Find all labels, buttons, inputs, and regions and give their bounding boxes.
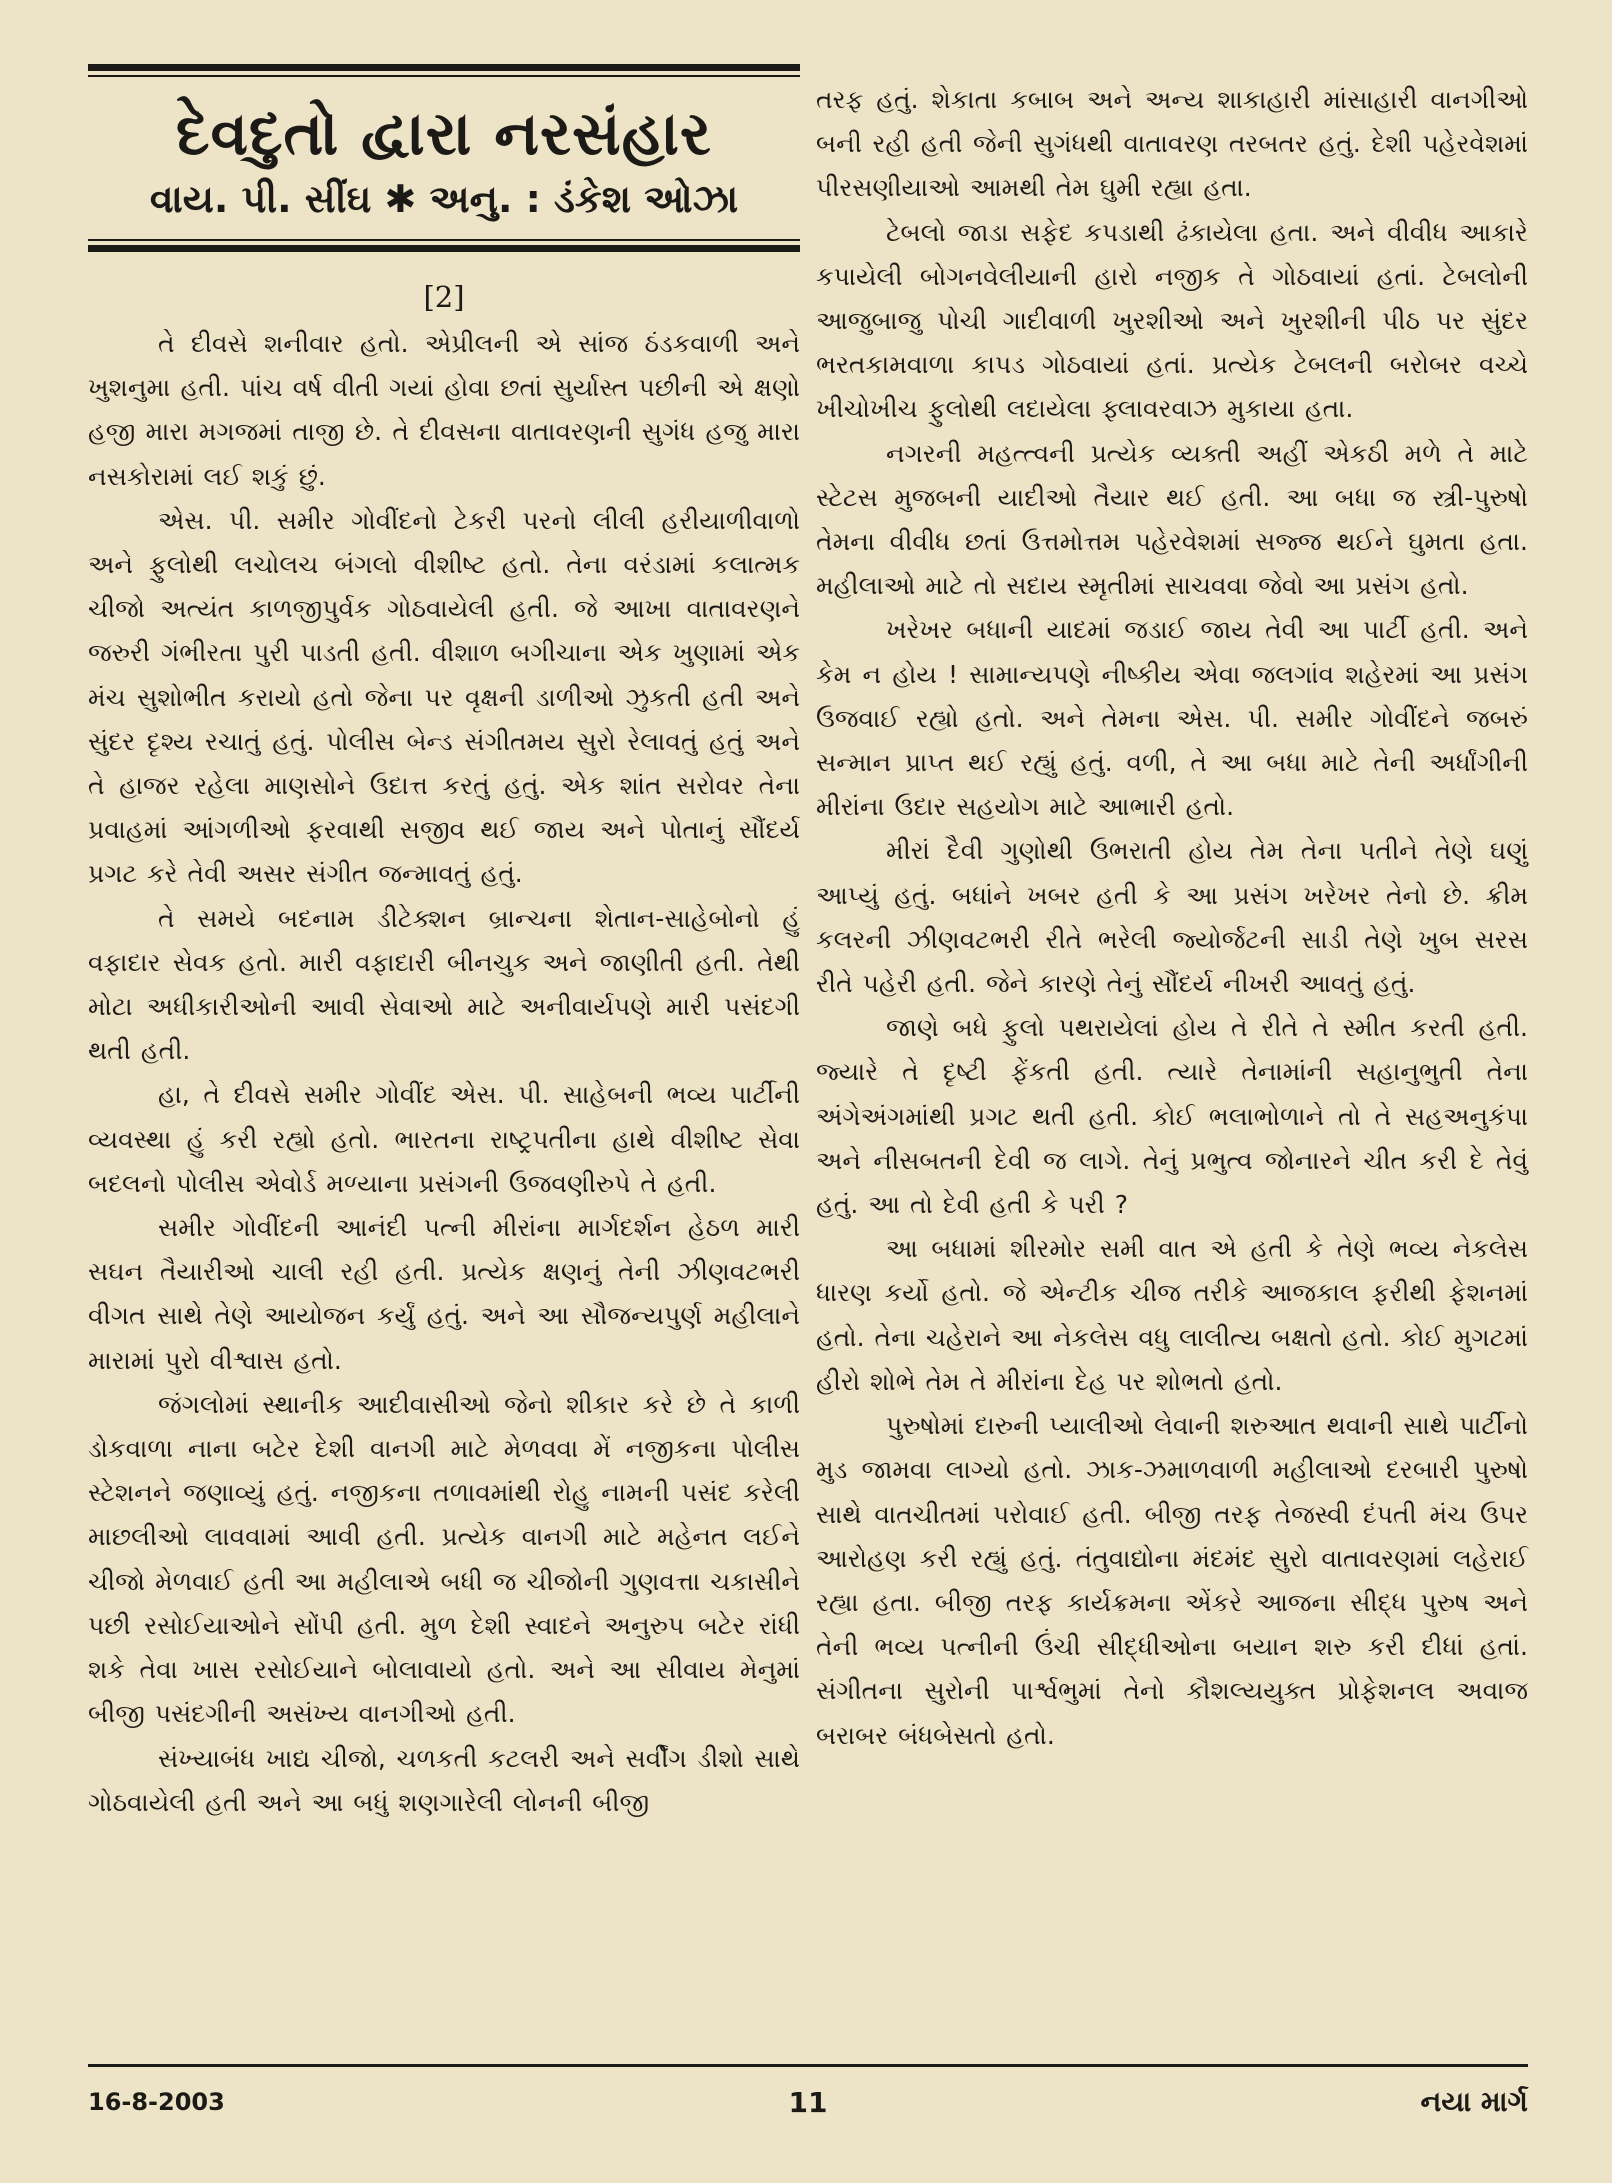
paragraph: નગરની મહત્ત્વની પ્રત્યેક વ્યક્તી અહીં એકઠી મળે તે માટે સ્ટેટસ મુજબની યાદીઓ તૈયાર થઈ હતી. આ બધા જ સ્ત્રી-પુરુષો તેમના વીવીધ છતાં ઉત્તમોત્તમ પહેરવેશમાં સજ્જ થઈને ઘુમતા હતા. મહીલાઓ માટે તો સદાય સ્મૃતીમાં સાચવવા જેવો આ પ્રસંગ હતો. [816, 438, 1528, 601]
title-top-rule-thin [88, 75, 800, 77]
article-byline: વાય. પી. સીંઘ ✱ અનુ. : ડંકેશ ઓઝા [149, 177, 739, 221]
issue-date: 16-8-2003 [88, 2088, 225, 2116]
paragraph: એસ. પી. સમીર ગોવીંદનો ટેકરી પરનો લીલી હરીયાળીવાળો અને ફુલોથી લચોલચ બંગલો વીશીષ્ટ હતો. તેના વરંડામાં કલાત્મક ચીજો અત્યંત કાળજીપુર્વક ગોઠવાયેલી હતી. જે આખા વાતાવરણને જરુરી ગંભીરતા પુરી પાડતી હતી. વીશાળ બગીચાના એક ખુણામાં એક મંચ સુશોભીત કરાયો હતો જેના પર વૃક્ષની ડાળીઓ ઝુકતી હતી અને સુંદર દૃશ્ય રચાતું હતું. પોલીસ બેન્ડ સંગીતમય સુરો રેલાવતું હતું અને તે હાજર રહેલા માણસોને ઉદાત્ત કરતું હતું. એક શાંત સરોવર તેના પ્રવાહમાં આંગળીઓ ફરવાથી સજીવ થઈ જાય અને પોતાનું સૌંદર્ય પ્રગટ કરે તેવી અસર સંગીત જન્માવતું હતું. [88, 505, 800, 889]
paragraph: આ બધામાં શીરમોર સમી વાત એ હતી કે તેણે ભવ્ય નેકલેસ ધારણ કર્યો હતો. જે એન્ટીક ચીજ તરીકે આજકાલ ફરીથી ફેશનમાં હતો. તેના ચહેરાને આ નેકલેસ વધુ લાલીત્ય બક્ષતો હતો. કોઈ મુગટમાં હીરો શોભે તેમ તે મીરાંના દેહ પર શોભતો હતો. [816, 1234, 1528, 1396]
part-number: [2] [423, 280, 465, 314]
footer-row [88, 2085, 1528, 2119]
paragraph: જાણે બધે ફુલો પથરાયેલાં હોય તે રીતે તે સ્મીત કરતી હતી. જ્યારે તે દૃષ્ટી ફેંકતી હતી. ત્યારે તેનામાંની સહાનુભુતી તેના અંગેઅંગમાંથી પ્રગટ થતી હતી. કોઈ ભલાભોળાને તો તે સહઅનુકંપા અને નીસબતની દેવી જ લાગે. તેનું પ્રભુત્વ જોનારને ચીત કરી દે તેવું હતું. આ તો દેવી હતી કે પરી ? [816, 1013, 1528, 1220]
paragraph: સંખ્યાબંધ ખાદ્ય ચીજો, ચળકતી કટલરી અને સર્વીંગ ડીશો સાથે ગોઠવાયેલી હતી અને આ બધું શણગારેલી લોનની બીજી [88, 1743, 800, 1817]
paragraph: તે સમયે બદનામ ડીટેક્શન બ્રાન્ચના શેતાન-સાહેબોનો હું વફાદાર સેવક હતો. મારી વફાદારી બીનચુક અને જાણીતી હતી. તેથી મોટા અધીકારીઓની આવી સેવાઓ માટે અનીવાર્યપણે મારી પસંદગી થતી હતી. [88, 903, 800, 1066]
page-footer [88, 2064, 1528, 2119]
paragraph: પુરુષોમાં દારુની પ્યાલીઓ લેવાની શરુઆત થવાની સાથે પાર્ટીનો મુડ જામવા લાગ્યો હતો. ઝાક-ઝમાળવાળી મહીલાઓ દરબારી પુરુષો સાથે વાતચીતમાં પરોવાઈ હતી. બીજી તરફ તેજસ્વી દંપતી મંચ ઉપર આરોહણ કરી રહ્યું હતું. તંતુવાદ્યોના મંદમંદ સુરો વાતાવરણમાં લહેરાઈ રહ્યા હતા. બીજી તરફ કાર્યક્રમના એંકરે આજના સીદ્ધ પુરુષ અને તેની ભવ્ય પત્નીની ઉંચી સીદ્ધીઓના બયાન શરુ કરી દીધાં હતાં. સંગીતના સુરોની પાર્શ્વભુમાં તેનો કૌશલ્યયુક્ત પ્રોફેશનલ અવાજ બરાબર બંધબેસતો હતો. [816, 1411, 1528, 1750]
right-column [816, 78, 1528, 1758]
byline-bottom-rule-thin [88, 239, 800, 241]
paragraph: ખરેખર બધાની યાદમાં જડાઈ જાય તેવી આ પાર્ટી હતી. અને કેમ ન હોય ! સામાન્યપણે નીષ્કીય એવા જલગાંવ શહેરમાં આ પ્રસંગ ઉજવાઈ રહ્યો હતો. અને તેમના એસ. પી. સમીર ગોવીંદને જબરું સન્માન પ્રાપ્ત થઈ રહ્યું હતું. વળી, તે આ બધા માટે તેની અર્ધાંગીની મીરાંના ઉદાર સહયોગ માટે આભારી હતો. [816, 615, 1528, 822]
page-number: 11 [788, 2085, 828, 2119]
paragraph: સમીર ગોવીંદની આનંદી પત્ની મીરાંના માર્ગદર્શન હેઠળ મારી સઘન તૈયારીઓ ચાલી રહી હતી. પ્રત્યેક ક્ષણનું તેની ઝીણવટભરી વીગત સાથે તેણે આયોજન કર્યું હતું. અને આ સૌજન્યપુર્ણ મહીલાને મારામાં પુરો વીશ્વાસ હતો. [88, 1213, 800, 1375]
paragraph: હા, તે દીવસે સમીર ગોવીંદ એસ. પી. સાહેબની ભવ્ય પાર્ટીની વ્યવસ્થા હું કરી રહ્યો હતો. ભારતના રાષ્ટ્રપતીના હાથે વીશીષ્ટ સેવા બદલનો પોલીસ એવોર્ડ મળ્યાના પ્રસંગની ઉજવણીરુપે તે હતી. [88, 1080, 800, 1198]
paragraph: તરફ હતું. શેકાતા કબાબ અને અન્ય શાકાહારી માંસાહારી વાનગીઓ બની રહી હતી જેની સુગંધથી વાતાવરણ તરબતર હતું. દેશી પહેરવેશમાં પીરસણીયાઓ આમથી તેમ ઘુમી રહ્યા હતા. [816, 85, 1528, 203]
article-title: દેવદુતો દ્વારા નરસંહાર [176, 99, 712, 169]
paragraph: ટેબલો જાડા સફેદ કપડાથી ઢંકાયેલા હતા. અને વીવીધ આકારે કપાયેલી બોગનવેલીયાની હારો નજીક તે ગોઠવાયાં હતાં. ટેબલોની આજુબાજુ પોચી ગાદીવાળી ખુરશીઓ અને ખુરશીની પીઠ પર સુંદર ભરતકામવાળા કાપડ ગોઠવાયાં હતાં. પ્રત્યેક ટેબલની બરોબર વચ્ચે ખીચોખીચ ફુલોથી લદાયેલા ફ્લાવરવાઝ મુકાયા હતા. [816, 217, 1528, 424]
footer-rule [88, 2064, 1528, 2067]
title-top-rule [88, 64, 800, 71]
byline-bottom-rule [88, 245, 800, 252]
magazine-name: નયા માર્ગ [1420, 2085, 1528, 2118]
left-column [88, 64, 800, 1825]
paragraph: જંગલોમાં સ્થાનીક આદીવાસીઓ જેનો શીકાર કરે છે તે કાળી ડોકવાળા નાના બટેર દેશી વાનગી માટે મેળવવા મેં નજીકના પોલીસ સ્ટેશનને જણાવ્યું હતું. નજીકના તળાવમાંથી રોહુ નામની પસંદ કરેલી માછલીઓ લાવવામાં આવી હતી. પ્રત્યેક વાનગી માટે મહેનત લઈને ચીજો મેળવાઈ હતી આ મહીલાએ બધી જ ચીજોની ગુણવત્તા ચકાસીને પછી રસોઈયાઓને સોંપી હતી. મુળ દેશી સ્વાદને અનુરુપ બટેર રાંધી શકે તેવા ખાસ રસોઈયાને બોલાવાયો હતો. અને આ સીવાય મેનુમાં બીજી પસંદગીની અસંખ્ય વાનગીઓ હતી. [88, 1389, 800, 1729]
paragraph: મીરાં દૈવી ગુણોથી ઉભરાતી હોય તેમ તેના પતીને તેણે ઘણું આપ્યું હતું. બધાંને ખબર હતી કે આ પ્રસંગ ખરેખર તેનો છે. ક્રીમ કલરની ઝીણવટભરી રીતે ભરેલી જ્યોર્જટની સાડી તેણે ખુબ સરસ રીતે પહેરી હતી. જેને કારણે તેનું સૌંદર્ય નીખરી આવતું હતું. [816, 836, 1528, 999]
paragraph: તે દીવસે શનીવાર હતો. એપ્રીલની એ સાંજ ઠંડકવાળી અને ખુશનુમા હતી. પાંચ વર્ષ વીતી ગયાં હોવા છતાં સુર્યાસ્ત પછીની એ ક્ષણો હજી મારા મગજમાં તાજી છે. તે દીવસના વાતાવરણની સુગંધ હજુ મારા નસકોરામાં લઈ શકું છું. [88, 329, 800, 491]
